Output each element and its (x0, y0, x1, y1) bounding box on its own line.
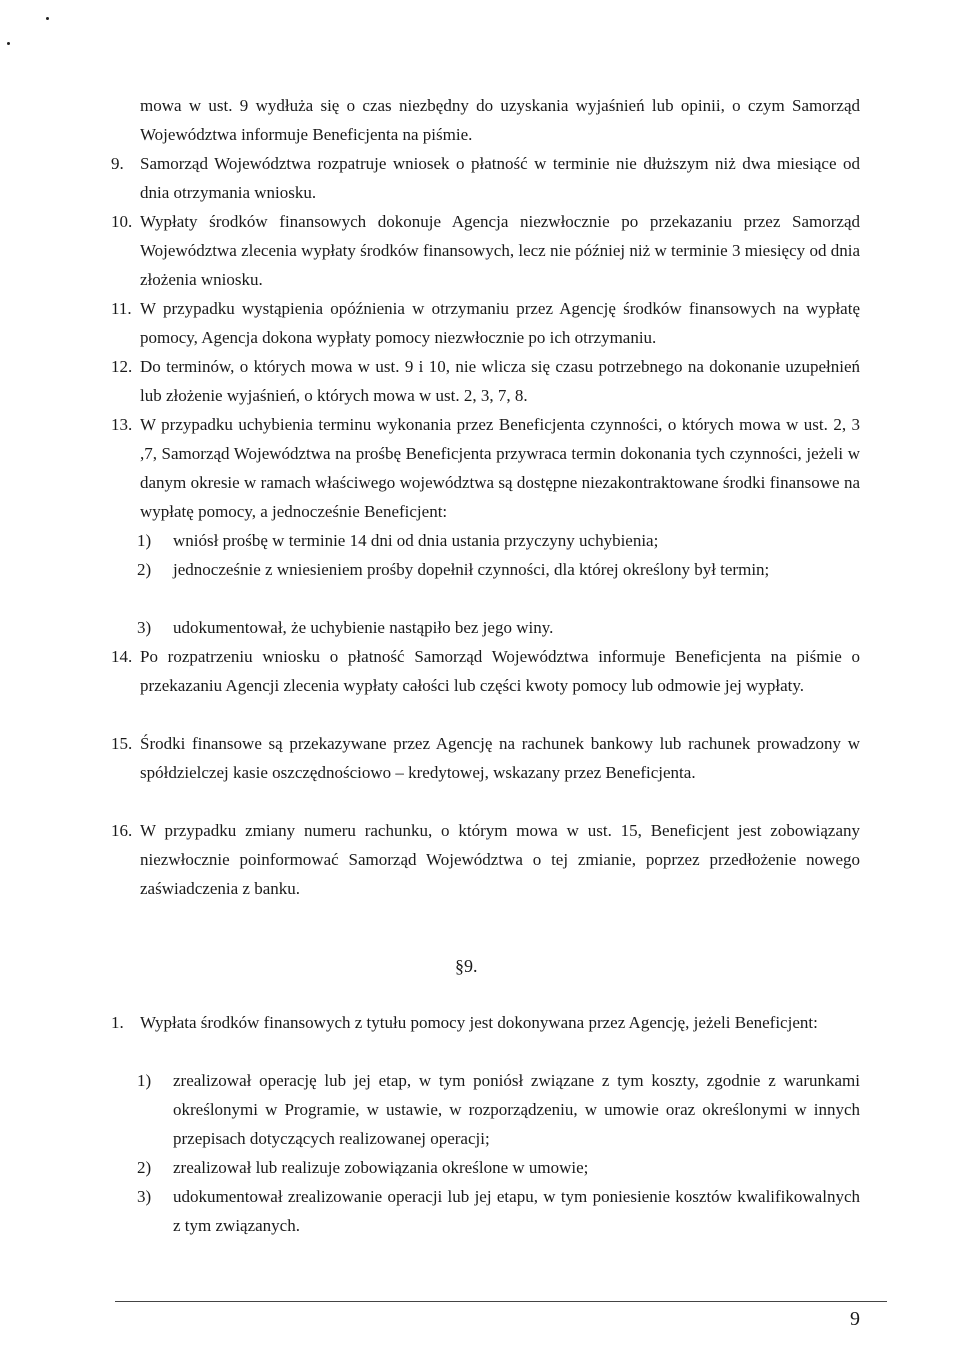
scan-mark (7, 42, 10, 45)
subitem-text: jednocześnie z wniesieniem prośby dopełnił czynności, dla której określony był termin; (173, 560, 770, 579)
item-number: 1. (111, 1013, 124, 1032)
s9-item-1 (111, 1008, 860, 1037)
subitem-number: 3) (137, 618, 152, 637)
item-text: W przypadku wystąpienia opóźnienia w otrzymaniu przez Agencję środków finansowych na wypłatę pomocy, Agencja dokona wypłaty pomocy niezwłocznie po ich otrzymaniu. (140, 299, 860, 347)
subitem-text: udokumentował, że uchybienie nastąpiło bez jego winy. (173, 618, 554, 637)
footer-divider (115, 1301, 887, 1302)
item-11 (111, 294, 860, 352)
s9-sub-2 (137, 1153, 860, 1182)
item-13 (111, 410, 860, 526)
item-number: 12. (111, 357, 133, 376)
item-14 (111, 642, 860, 700)
item-text: Do terminów, o których mowa w ust. 9 i 10, nie wlicza się czasu potrzebnego na dokonanie uzupełnień lub złożenie wyjaśnień, o których mowa w ust. 2, 3, 7, 8. (140, 357, 860, 405)
item-number: 10. (111, 212, 133, 231)
subitem-number: 1) (137, 1071, 152, 1090)
subitem-text: zrealizował operację lub jej etap, w tym poniósł związane z tym koszty, zgodnie z warunkami określonymi w Programie, w ustawie, w rozporządzeniu, w umowie oraz określonymi w innych przepisach dotyczących realizowanej operacji; (173, 1071, 860, 1148)
item-text: Samorząd Województwa rozpatruje wniosek o płatność w terminie nie dłuższym niż dwa miesiące od dnia otrzymania wniosku. (140, 154, 860, 202)
subitem-number: 3) (137, 1187, 152, 1206)
item-text: Wypłata środków finansowych z tytułu pomocy jest dokonywana przez Agencję, jeżeli Beneficjent: (140, 1013, 818, 1032)
subitem-number: 1) (137, 531, 152, 550)
item-9 (111, 149, 860, 207)
s9-sub-3 (137, 1182, 860, 1240)
item-number: 11. (111, 299, 132, 318)
subitem-text: udokumentował zrealizowanie operacji lub jej etapu, w tym poniesienie kosztów kwalifikowalnych z tym związanych. (173, 1187, 860, 1235)
item-text: W przypadku zmiany numeru rachunku, o którym mowa w ust. 15, Beneficjent jest zobowiązany niezwłocznie poinformować Samorząd Województwa o tej zmianie, poprzez przedłożenie nowego zaświadczenia z banku. (140, 821, 860, 898)
paragraph-continuation: mowa w ust. 9 wydłuża się o czas niezbędny do uzyskania wyjaśnień lub opinii, o czym Samorząd Województwa informuje Beneficjenta na piśmie. (140, 96, 860, 144)
item-text: W przypadku uchybienia terminu wykonania przez Beneficjenta czynności, o których mowa w ust. 2, 3 ,7, Samorząd Województwa na prośbę Beneficjenta przywraca termin dokonania tych czynności, jeżeli w danym okresie w ramach właściwego województwa są dostępne niezakontraktowane środki finansowe na wypłatę pomocy, a jednocześnie Beneficjent: (140, 415, 860, 521)
item-16 (111, 816, 860, 903)
subitem-number: 2) (137, 1158, 152, 1177)
item-number: 13. (111, 415, 133, 434)
item-number: 15. (111, 734, 133, 753)
section-heading: §9. (455, 956, 478, 976)
item-13-sub-3 (137, 613, 860, 642)
item-12 (111, 352, 860, 410)
item-text: Wypłaty środków finansowych dokonuje Agencja niezwłocznie po przekazaniu przez Samorząd Województwa zlecenia wypłaty środków finansowych, lecz nie później niż w terminie 3 miesięcy od dnia złożenia wniosku. (140, 212, 860, 289)
item-15 (111, 729, 860, 787)
item-10 (111, 207, 860, 294)
item-text: Po rozpatrzeniu wniosku o płatność Samorząd Województwa informuje Beneficjenta na piśmie o przekazaniu Agencji zlecenia wypłaty całości lub części kwoty pomocy lub odmowie jej wypłaty. (140, 647, 860, 695)
item-number: 14. (111, 647, 133, 666)
item-13-sub-1 (137, 526, 860, 555)
subitem-text: zrealizował lub realizuje zobowiązania określone w umowie; (173, 1158, 589, 1177)
item-number: 9. (111, 154, 124, 173)
item-number: 16. (111, 821, 133, 840)
item-text: Środki finansowe są przekazywane przez Agencję na rachunek bankowy lub rachunek prowadzony w spółdzielczej kasie oszczędnościowo – kredytowej, wskazany przez Beneficjenta. (140, 734, 860, 782)
item-13-sub-2 (137, 555, 860, 584)
subitem-text: wniósł prośbę w terminie 14 dni od dnia ustania przyczyny uchybienia; (173, 531, 659, 550)
page-number: 9 (850, 1308, 860, 1330)
scan-mark (46, 17, 49, 20)
subitem-number: 2) (137, 560, 152, 579)
s9-sub-1 (137, 1066, 860, 1153)
